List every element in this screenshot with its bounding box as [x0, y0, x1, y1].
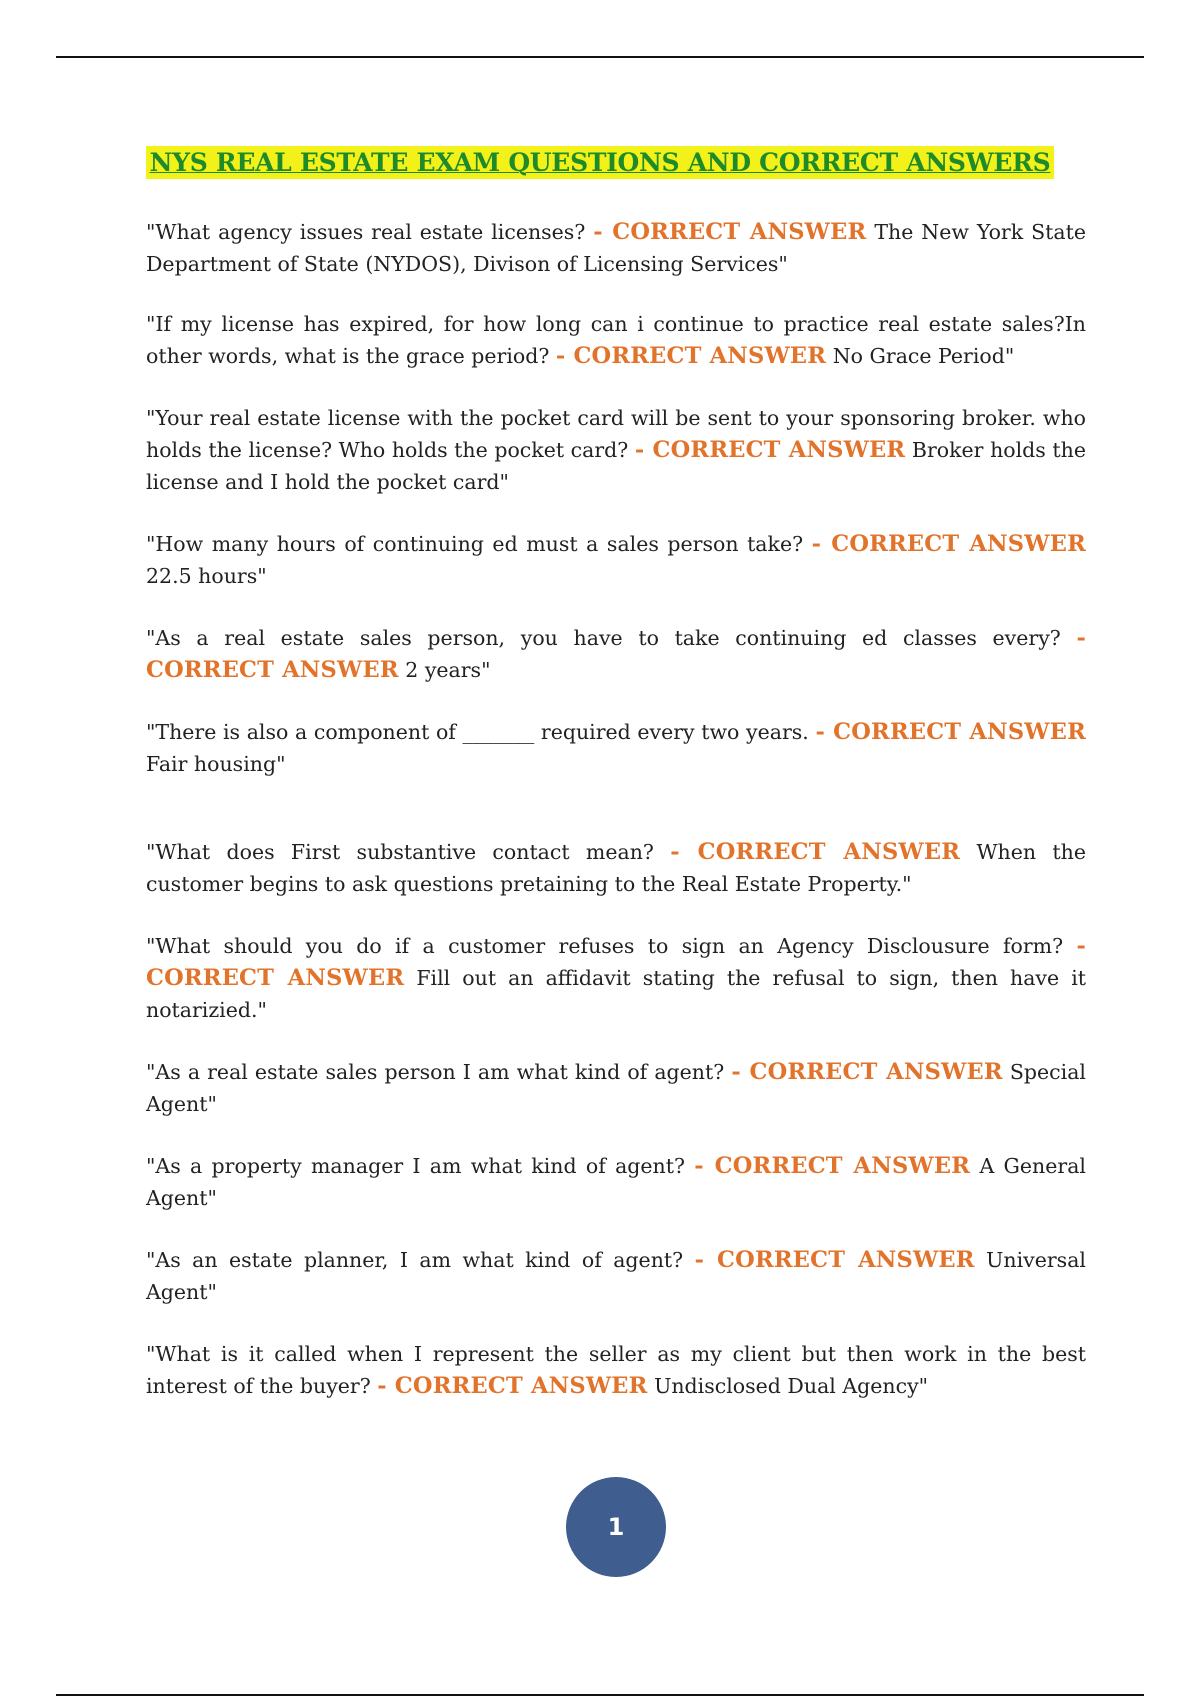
question-text: "What should you do if a customer refuses to sign an Agency Disclousure form?	[146, 934, 1064, 958]
answer-text: Undisclosed Dual Agency"	[654, 1374, 929, 1398]
bottom-rule	[56, 1694, 1144, 1696]
answer-label: - CORRECT ANSWER	[634, 437, 906, 463]
answer-text: A General Agent"	[146, 1154, 1086, 1210]
question-text: "Your real estate license with the pocket card will be sent to your sponsoring broker. who holds the license? Who holds the pocket card?	[146, 406, 1086, 462]
answer-text: 22.5 hours"	[146, 564, 267, 588]
question-text: "What is it called when I represent the seller as my client but then work in the best interest of the buyer?	[146, 1342, 1086, 1398]
question-text: "What agency issues real estate licenses?	[146, 220, 586, 244]
question-text: "As a real estate sales person, you have to take continuing ed classes every?	[146, 626, 1061, 650]
page-number: 1	[607, 1513, 625, 1541]
answer-label: - CORRECT ANSWER	[815, 719, 1086, 745]
answer-label: - CORRECT ANSWER	[694, 1153, 971, 1179]
qa-item	[146, 836, 1086, 900]
question-text: "What does First substantive contact mean?	[146, 840, 654, 864]
qa-item	[146, 1244, 1086, 1308]
qa-item	[146, 402, 1086, 498]
qa-item	[146, 716, 1086, 780]
answer-text: Fair housing"	[146, 752, 286, 776]
answer-label: - CORRECT ANSWER	[593, 219, 867, 245]
question-text: "How many hours of continuing ed must a sales person take?	[146, 532, 804, 556]
answer-label: - CORRECT ANSWER	[694, 1247, 975, 1273]
title-container	[0, 146, 1200, 179]
qa-item	[146, 1056, 1086, 1120]
top-rule	[56, 56, 1144, 58]
question-text: "If my license has expired, for how long can i continue to practice real estate sales?In other words, what is the grace period?	[146, 312, 1086, 368]
question-text: "There is also a component of _______ required every two years.	[146, 720, 809, 744]
answer-text: Special Agent"	[146, 1060, 1086, 1116]
answer-label: - CORRECT ANSWER	[811, 531, 1086, 557]
answer-label: - CORRECT ANSWER	[731, 1059, 1003, 1085]
answer-text: The New York State Department of State (NYDOS), Divison of Licensing Services"	[146, 220, 1086, 276]
answer-text: Fill out an affidavit stating the refusal to sign, then have it notarizied."	[146, 966, 1086, 1022]
answer-label: - CORRECT ANSWER	[146, 625, 1086, 683]
qa-item	[146, 308, 1086, 372]
answer-text: 2 years"	[405, 658, 491, 682]
document-title: NYS REAL ESTATE EXAM QUESTIONS AND CORRECT ANSWERS	[146, 146, 1055, 179]
answer-label: - CORRECT ANSWER	[555, 343, 827, 369]
qa-item	[146, 528, 1086, 592]
question-text: "As a real estate sales person I am what kind of agent?	[146, 1060, 725, 1084]
qa-item	[146, 930, 1086, 1026]
qa-item	[146, 1150, 1086, 1214]
answer-text: Broker holds the license and I hold the pocket card"	[146, 438, 1086, 494]
answer-text: Universal Agent"	[146, 1248, 1086, 1304]
question-text: "As an estate planner, I am what kind of agent?	[146, 1248, 684, 1272]
answer-text: No Grace Period"	[832, 344, 1015, 368]
answer-label: - CORRECT ANSWER	[377, 1373, 648, 1399]
answer-label: - CORRECT ANSWER	[670, 839, 961, 865]
qa-item	[146, 1338, 1086, 1402]
qa-item	[146, 622, 1086, 686]
answer-text: When the customer begins to ask questions pretaining to the Real Estate Property."	[146, 840, 1086, 896]
qa-item	[146, 216, 1086, 280]
page-number-badge	[566, 1477, 666, 1577]
qa-list	[146, 216, 1086, 1402]
answer-label: - CORRECT ANSWER	[146, 933, 1086, 991]
question-text: "As a property manager I am what kind of agent?	[146, 1154, 685, 1178]
